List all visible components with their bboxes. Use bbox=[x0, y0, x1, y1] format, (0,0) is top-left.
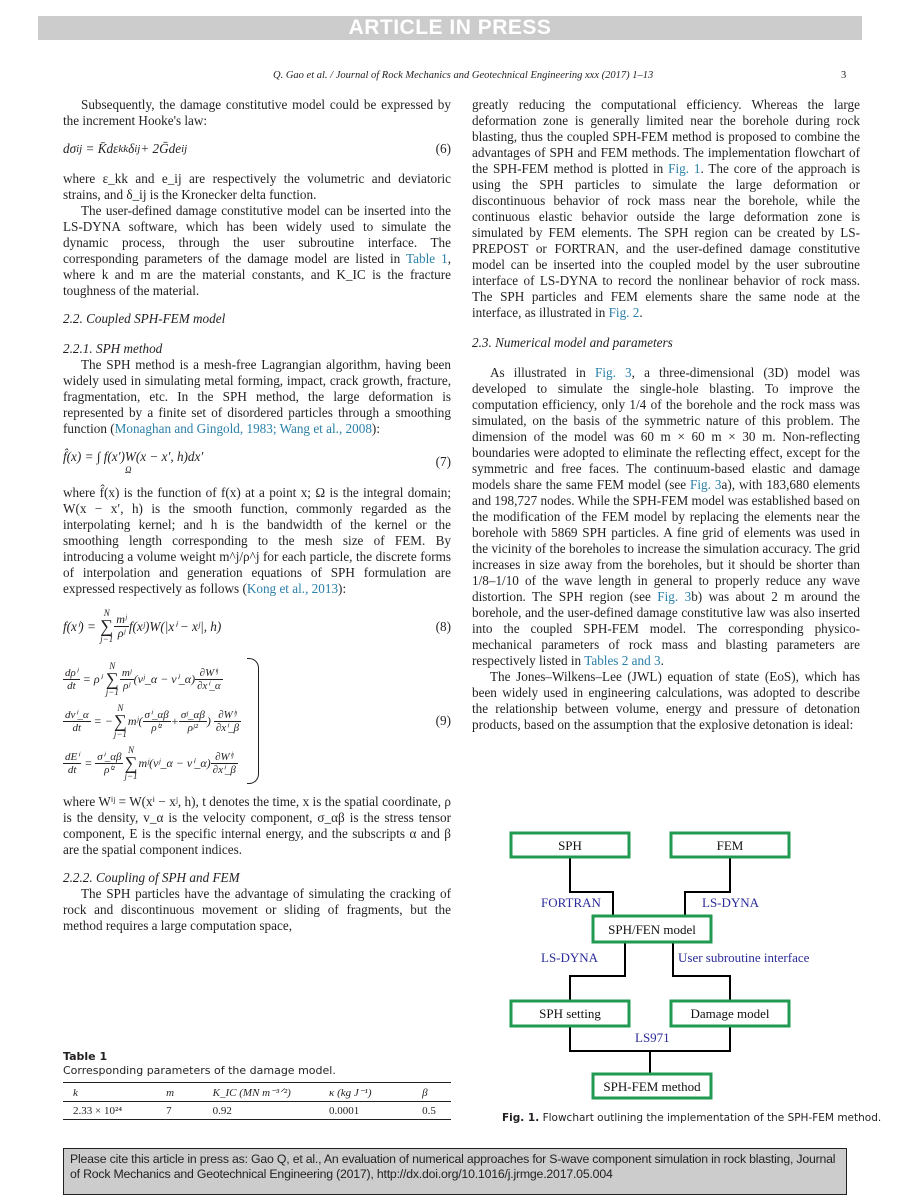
figure-link[interactable]: Fig. 3 bbox=[690, 477, 722, 492]
reference-link[interactable]: Kong et al., 2013 bbox=[246, 581, 339, 596]
column-header: K_IC (MN m⁻³ᐟ²) bbox=[203, 1083, 319, 1102]
paragraph: Subsequently, the damage constitutive model could be expressed by the increment Hooke's law: bbox=[63, 97, 451, 128]
edge-label-fortran: FORTRAN bbox=[541, 895, 601, 910]
table-caption: Corresponding parameters of the damage model. bbox=[63, 1064, 336, 1077]
paragraph: greatly reducing the computational efficiency. Whereas the large deformation zone is generally limited near the borehole during rock blasting, thus the coupled SPH-FEM method is proposed to combine the advantages of SPH and FEM methods. The implementation flowchart of the SPH-FEM method is plotted in Fig. 1. The core of the approach is using the SPH particles to simulate the large deformation or discontinuous behavior of rock mass near the borehole, while the continuous elastic behavior outside the large deformation zone is simulated by FEM elements. The SPH region can be created by LS-PREPOST or FORTRAN, and the user-defined damage constitutive model can be inserted into the coupled model by the user subroutine interface of LS-DYNA to record the nonlinear behavior of rock mass. The SPH particles and FEM elements share the same node at the interface, as illustrated in Fig. 2. bbox=[472, 97, 860, 320]
table-label: Table 1 bbox=[63, 1050, 108, 1063]
paragraph: The Jones–Wilkens–Lee (JWL) equation of state (EoS), which has been widely used in engineering calculations, was adopted to describe the relationship between volume, energy and pressure of detonation products, based on the assumption that the explosive detonation is ideal: bbox=[472, 669, 860, 732]
figure-1-flowchart bbox=[495, 830, 835, 1110]
equation-8-body: f(xⁱ) = N ∑ j−1 $\frac{\text{mʲ}}{\text{ρʲ}}$ f(xʲ)W(|xⁱ − xʲ|, h) bbox=[63, 608, 222, 644]
column-header: k bbox=[63, 1083, 156, 1102]
section-heading-2-2: 2.2. Coupled SPH-FEM model bbox=[63, 311, 226, 326]
paragraph: The SPH particles have the advantage of simulating the cracking of rock and discontinuous movement or sliding of fragments, but the method requires a large computation space, bbox=[63, 886, 451, 933]
summation: N ∑ j−1 bbox=[100, 608, 114, 644]
edge-label-user-subroutine: User subroutine interface bbox=[678, 950, 810, 965]
right-brace bbox=[247, 658, 259, 784]
paragraph: The SPH method is a mesh-free Lagrangian algorithm, having been widely used in simulating metal forming, impact, crack growth, fracture, fragmentation, etc. In the SPH method, the large deformation is represented by a finite set of disordered particles through a smoothing function (Monaghan and Gingold, 1983; Wang et al., 2008): bbox=[63, 357, 451, 436]
column-header: m bbox=[156, 1083, 203, 1102]
table-cell: 2.33 × 10²⁴ bbox=[63, 1102, 156, 1120]
equation-9 bbox=[63, 658, 451, 784]
node-label-damage: Damage model bbox=[690, 1006, 770, 1021]
equation-number: (7) bbox=[435, 454, 451, 469]
equation-9-system bbox=[63, 658, 259, 784]
equation-6-body: dσ ij = K̄dε kk δ ij + 2Ḡde ij bbox=[63, 141, 188, 156]
table-row bbox=[63, 1102, 451, 1120]
citation-box: Please cite this article in press as: Gao Q, et al., An evaluation of numerical approaches for S-wave component simulation in rock blasting, Journal of Rock Mechanics and Geotechnical Engineering (2017), http://dx.doi.org/10.1016/j.jrmge.2017.05.004 bbox=[63, 1148, 847, 1195]
node-label-sph: SPH bbox=[558, 838, 582, 853]
column-header: κ (kg J⁻¹) bbox=[319, 1083, 412, 1102]
table-cell: 0.0001 bbox=[319, 1102, 412, 1120]
equation-9-line-2: $\frac{\text{dvⁱ\_α}}{dt}$ = − N ∑ j−1 mʲ( $\frac{\text{σⁱ\_αβ}}{\text{ρⁱ²}}$ + $\frac{\text{σʲ\_αβ}}{\text{ρʲ²}}$ ) $\frac{\text{∂Wⁱʲ}}{\text{∂xⁱ\_β}}$ bbox=[65, 702, 240, 739]
table-1-link[interactable]: Table 1 bbox=[406, 251, 448, 266]
integral-domain: Ω bbox=[125, 465, 132, 475]
equation-9-line-1: $\frac{\text{dρⁱ}}{dt}$ = ρⁱ N ∑ j−1 $\frac{\text{mʲ}}{\text{ρʲ}}$ (vʲ_α − vⁱ_α) $\frac{\text{∂Wⁱʲ}}{\text{∂xⁱ\_α}}$ bbox=[65, 660, 221, 697]
left-column bbox=[63, 97, 451, 934]
right-column bbox=[472, 97, 860, 733]
edge-label-lsdyna-mid: LS-DYNA bbox=[541, 950, 599, 965]
edge-label-ls971: LS971 bbox=[635, 1030, 670, 1045]
article-in-press-banner: ARTICLE IN PRESS bbox=[38, 16, 862, 40]
edge-label-lsdyna-top: LS-DYNA bbox=[702, 895, 760, 910]
figure-1-caption: Fig. 1. Flowchart outlining the implementation of the SPH-FEM method. bbox=[502, 1112, 882, 1124]
paragraph: where f̂(x) is the function of f(x) at a point x; Ω is the integral domain; W(x − x′, h) is the smooth function, commonly regarded as the interpolating kernel; and h is the bandwidth of the kernel or the smoothing length corresponding to the mesh size of FEM. By introducing a volume weight m^j/ρ^j for each particle, the discrete forms of interpolation and generation equations of SPH formulation are expressed respectively as follows (Kong et al., 2013): bbox=[63, 485, 451, 596]
table-cell: 7 bbox=[156, 1102, 203, 1120]
section-heading-2-2-2: 2.2.2. Coupling of SPH and FEM bbox=[63, 870, 240, 885]
table-header-row bbox=[63, 1083, 451, 1102]
page-number: 3 bbox=[841, 70, 847, 81]
running-head-citation: Q. Gao et al. / Journal of Rock Mechanics and Geotechnical Engineering xxx (2017) 1–13 bbox=[273, 70, 654, 81]
node-label-method: SPH-FEM method bbox=[603, 1079, 701, 1094]
equation-8 bbox=[63, 609, 451, 644]
running-head bbox=[0, 70, 900, 84]
figure-link[interactable]: Fig. 3 bbox=[657, 589, 692, 604]
paragraph: where Wⁱʲ = W(xⁱ − xʲ, h), t denotes the time, x is the spatial coordinate, ρ is the density, v_α is the velocity component, σ_αβ is the stress tensor component, E is the specific internal energy, and the subscripts α and β are the spatial component indices. bbox=[63, 794, 451, 857]
tables-link[interactable]: Tables 2 and 3 bbox=[584, 653, 661, 668]
node-label-model: SPH/FEN model bbox=[608, 922, 696, 937]
paragraph: The user-defined damage constitutive model can be inserted into the LS-DYNA software, which has been widely used to simulate the dynamic process, through the user subroutine interface. The corresponding parameters of the damage model are listed in Table 1, where k and m are the material constants, and K_IC is the fracture toughness of the material. bbox=[63, 203, 451, 298]
equation-number: (8) bbox=[435, 618, 451, 634]
paragraph: As illustrated in Fig. 3, a three-dimensional (3D) model was developed to simulate the single-hole blasting. To improve the computation efficiency, only 1/4 of the borehole and the rock mass was simulated, on the basis of the symmetric nature of this problem. The dimension of the model was 60 m × 60 m × 30 m. Non-reflecting boundaries were adopted to eliminate the reflecting effect, except for the symmetric and free faces. The continuum-based elastic and damage models share the same FEM model (see Fig. 3a), with 183,680 elements and 198,727 nodes. While the SPH-FEM model was established based on the modification of the FEM model by replacing the elements near the borehole with 5869 SPH particles. A fine grid of elements was used in the vicinity of the boreholes to increase the simulation accuracy. The grid increases in size away from the boreholes, but it should be shorter than 1/8–1/10 of the wave length in general to properly reduce any wave distortion. The SPH region (see Fig. 3b) was about 2 m around the borehole, and the user-defined damage constitutive law was also inserted into the coupled SPH-FEM model. The corresponding physico-mechanical parameters of rock mass and blasting parameters are respectively listed in Tables 2 and 3. bbox=[472, 365, 861, 668]
column-header: β bbox=[412, 1083, 451, 1102]
table-cell: 0.92 bbox=[203, 1102, 319, 1120]
equation-9-line-3: $\frac{\text{dEⁱ}}{dt}$ = $\frac{\text{σⁱ\_αβ}}{\text{ρⁱ²}}$ N ∑ j−1 mʲ(vʲ_α − vⁱ_α) $\frac{\text{∂Wⁱʲ}}{\text{∂xⁱ\_β}}$ bbox=[65, 744, 236, 781]
section-heading-2-2-1: 2.2.1. SPH method bbox=[63, 341, 163, 356]
node-label-fem: FEM bbox=[716, 838, 744, 853]
figure-link[interactable]: Fig. 2 bbox=[608, 305, 640, 320]
node-label-setting: SPH setting bbox=[539, 1006, 601, 1021]
equation-number: (9) bbox=[435, 713, 451, 728]
table-1 bbox=[63, 1050, 451, 1120]
equation-number: (6) bbox=[435, 141, 451, 156]
figure-link[interactable]: Fig. 3 bbox=[595, 365, 632, 380]
paragraph: where ε_kk and e_ij are respectively the volumetric and deviatoric strains, and δ_ij is the Kronecker delta function. bbox=[63, 171, 451, 202]
parameters-table bbox=[63, 1082, 451, 1120]
section-heading-2-3: 2.3. Numerical model and parameters bbox=[472, 335, 673, 350]
figure-link[interactable]: Fig. 1 bbox=[668, 161, 701, 176]
equation-6 bbox=[63, 141, 451, 157]
table-cell: 0.5 bbox=[412, 1102, 451, 1120]
reference-link[interactable]: Monaghan and Gingold, 1983; Wang et al., 2008 bbox=[114, 421, 372, 436]
equation-7-body: f̂(x) = ∫ f(x′)W(x − x′, h)dx′ Ω bbox=[63, 449, 204, 475]
equation-7 bbox=[63, 449, 451, 475]
